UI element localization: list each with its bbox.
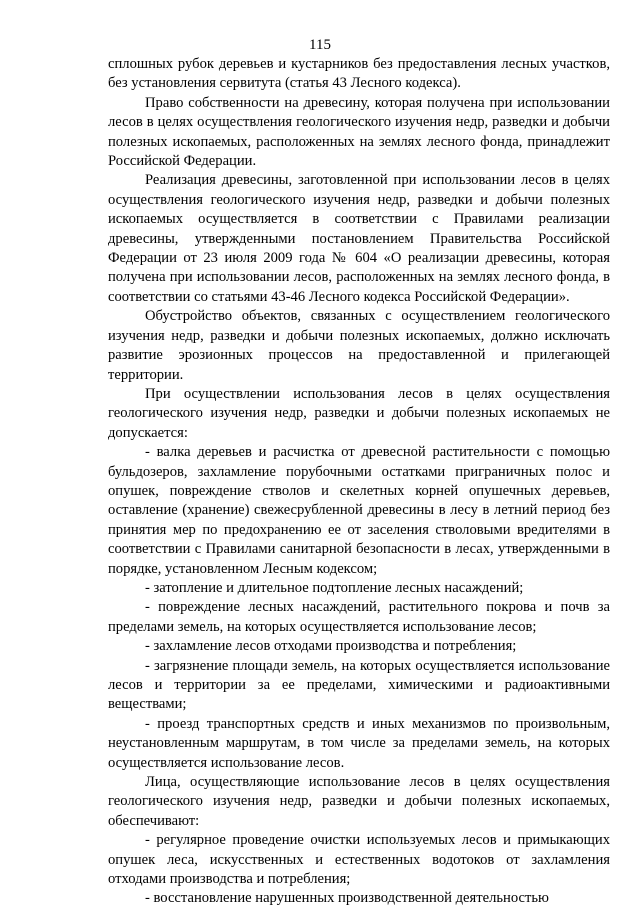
list-item-prohibition: - загрязнение площади земель, на которых осуществляется использование лесов и территории за ее пределами, химическими и радиоактивными веществами; <box>108 657 610 713</box>
list-item-prohibition: - затопление и длительное подтопление лесных насаждений; <box>145 579 524 596</box>
list-item-obligation: - регулярное проведение очистки используемых лесов и примыкающих опушек леса, искусственных и естественных водотоков от захламления отходами производства и потребления; <box>108 832 610 888</box>
list-item-prohibition: - проезд транспортных средств и иных механизмов по произвольным, неустановленным маршрутам, в том числе за пределами земель, на которых осуществляется использование лесов. <box>108 715 610 771</box>
page-number: 115 <box>309 37 331 53</box>
paragraph-obligations-intro: Лица, осуществляющие использование лесов в целях осуществления геологического изучения недр, разведки и добычи полезных ископаемых, обеспечивают: <box>108 774 610 829</box>
list-item-prohibition: - валка деревьев и расчистка от древесной растительности с помощью бульдозеров, захламление порубочными остатками приграничных полос и опушек, повреждение стволов и скелетных корней опушечных деревьев, оставление (хранение) свежесрубленной древесины в лесу в летний период без принятия мер по предохранению ее от заселения стволовыми вредителями в соответствии с Правилами санитарной безопасности в лесах, утвержденными в порядке, установленном Лесным кодексом; <box>108 444 610 577</box>
list-item-prohibition: - захламление лесов отходами производства и потребления; <box>145 638 517 655</box>
paragraph-prohibitions-intro: При осуществлении использования лесов в целях осуществления геологического изучения недр, разведки и добычи полезных ископаемых не допускается: <box>108 385 610 441</box>
paragraph-timber-sale: Реализация древесины, заготовленной при использовании лесов в целях осуществления геологического изучения недр, разведки и добычи полезных ископаемых осуществляется в соответствии с Правилами реализации древесины, утвержденными постановлением Правительства Российской Федерации от 23 июля 2009 года № 604 «О реализации древесины, которая получена при использовании лесов, расположенных на землях лесного фонда, в соответствии со статьями 43-46 Лесного кодекса Российской Федерации». <box>108 172 610 305</box>
paragraph-timber-ownership: Право собственности на древесину, которая получена при использовании лесов в целях осуществления геологического изучения недр, разведки и добычи полезных ископаемых, расположенных на землях лесного фонда, принадлежит Российской Федерации. <box>108 94 610 170</box>
list-item-prohibition: - повреждение лесных насаждений, растительного покрова и почв за пределами земель, на которых осуществляется использование лесов; <box>108 599 610 635</box>
list-item-obligation: - восстановление нарушенных производственной деятельностью <box>145 890 549 907</box>
document-body <box>108 55 610 909</box>
paragraph-continuation: сплошных рубок деревьев и кустарников без предоставления лесных участков, без установления сервитута (статья 43 Лесного кодекса). <box>108 56 610 92</box>
paragraph-site-arrangement: Обустройство объектов, связанных с осуществлением геологического изучения недр, разведки и добычи полезных ископаемых, должно исключать развитие эрозионных процессов на предоставленной и прилегающей территории. <box>108 308 610 383</box>
